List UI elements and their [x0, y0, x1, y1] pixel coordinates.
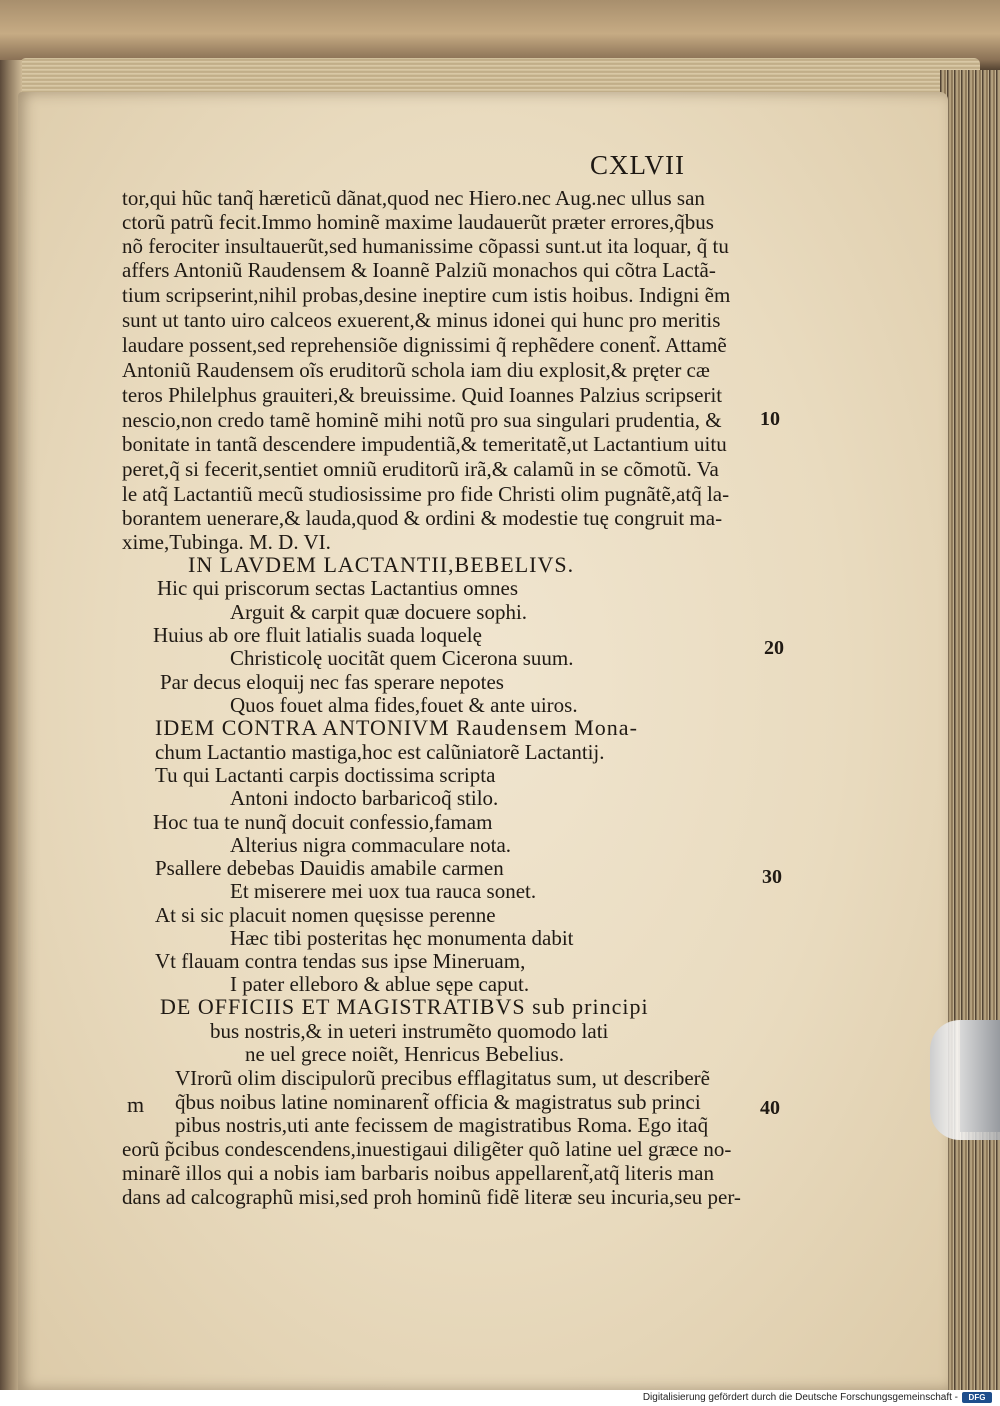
verse-line: Vt flauam contra tendas sus ipse Mineruam, [155, 949, 526, 973]
section-heading: IN LAVDEM LACTANTII,BEBELIVS. [188, 552, 575, 577]
text-line: eorũ p̃cibus condescendens,inuestigaui diligẽter quõ latine uel græce no- [122, 1137, 732, 1161]
verse-line: Quos fouet alma fides,fouet & ante uiros. [230, 693, 578, 717]
folio-number: CXLVII [590, 150, 686, 180]
verse-line: Christicolę uocitãt quem Cicerona suum. [230, 646, 574, 670]
text-line: borantem uenerare,& lauda,quod & ordini & modestie tuę congruit ma- [122, 506, 723, 530]
text-line: xime,Tubinga. M. D. VI. [122, 530, 331, 554]
text-line: teros Philelphus grauiteri,& breuissime. Quid Ioannes Palzius scripserit [122, 383, 723, 407]
page-clip [930, 1020, 1000, 1140]
verse-line: Hæc tibi posteritas hęc monumenta dabit [230, 926, 574, 950]
verse-line: At si sic placuit nomen quęsisse perenne [155, 903, 496, 927]
text-line: le atq̃ Lactantiũ mecũ studiosissime pro fide Christi olim pugnãtẽ,atq̃ la- [122, 482, 730, 506]
text-line: nescio,non credo tamẽ hominẽ mihi notũ pro sua singulari prudentia, & [122, 408, 722, 432]
verse-line: Arguit & carpit quæ docuere sophi. [230, 600, 528, 624]
text-line: tor,qui hũc tanq̃ hæreticũ dãnat,quod nec Hiero.nec Aug.nec ullus san [122, 186, 705, 210]
text-line: ctorũ patrũ fecit.Immo hominẽ maxime laudauerũt præter errores,q̃bus [122, 210, 714, 234]
text-line: ne uel grece noiẽt, Henricus Bebelius. [245, 1042, 564, 1066]
verse-line: Antoni indocto barbaricoq̃ stilo. [230, 786, 499, 810]
verse-line: Par decus eloquĳ nec fas sperare nepotes [160, 670, 504, 694]
verse-line: Tu qui Lactanti carpis doctissima scripta [155, 763, 496, 787]
text-line: q̃bus noibus latine nominarent̃ officia & magistratus sub princi [175, 1090, 701, 1114]
text-line: dans ad calcographũ misi,sed proh hominũ fidẽ literæ seu incuria,seu per- [122, 1185, 741, 1209]
section-heading: DE OFFICIIS ET MAGISTRATIBVS sub principi [160, 994, 649, 1019]
text-line: sunt ut tanto uiro calceos exuerent,& minus idonei qui hunc pro meritis [122, 308, 721, 332]
verse-line: Et miserere mei uox tua rauca sonet. [230, 879, 537, 903]
text-line: bonitate in tantã descendere impudentiã,& temeritatẽ,ut Lactantium uitu [122, 432, 727, 456]
verse-line: Huius ab ore fluit latialis suada loquelę [153, 623, 482, 647]
line-number: 20 [764, 637, 784, 659]
text-line: nõ ferociter insultauerũt,sed humanissime cõpassi sunt.ut ita loquar, q̃ tu [122, 234, 729, 258]
line-number: 30 [762, 866, 782, 888]
text-line: affers Antoniũ Raudensem & Ioannẽ Palziũ monachos qui cõtra Lactã- [122, 258, 716, 282]
text-line: bus nostris,& in ueteri instrumẽto quomodo lati [210, 1019, 609, 1043]
footer-bar [0, 1390, 1000, 1406]
page-stack-right [940, 70, 1000, 1390]
line-number: 10 [760, 408, 780, 430]
verse-line: Psallere debebas Dauidis amabile carmen [155, 856, 504, 880]
text-line: chum Lactantio mastiga,hoc est calũniatorẽ Lactantĳ. [155, 740, 605, 764]
line-number: 40 [760, 1097, 780, 1119]
verse-line: Hoc tua te nunq̃ docuit confessio,famam [153, 810, 493, 834]
section-heading: IDEM CONTRA ANTONIVM Raudensem Mona- [155, 715, 638, 740]
text-line: minarẽ illos qui a nobis iam barbaris noibus appellarent̃,atq̃ literis man [122, 1161, 714, 1185]
text-line: pibus nostris,uti ante fecissem de magistratibus Roma. Ego itaq̃ [175, 1113, 709, 1137]
text-line: Antoniũ Raudensem oĩs eruditorũ schola iam diu explosit,& pręter cæ [122, 358, 710, 382]
text-line: VIrorũ olim discipulorũ precibus efflagitatus sum, ut describerẽ [175, 1066, 710, 1090]
text-line: laudare possent,sed reprehensiõe dignissimi q̃ rephẽdere conent̃. Attamẽ [122, 333, 727, 357]
text-line: peret,q̃ si fecerit,sentiet omniũ eruditorũ irã,& calamũ in se cõmotũ. Va [122, 457, 719, 481]
verse-line: Hic qui priscorum sectas Lactantius omnes [157, 576, 518, 600]
dfg-logo: DFG [962, 1392, 992, 1403]
verse-line: I pater elleboro & ablue sępe caput. [230, 972, 530, 996]
footer-credit: Digitalisierung gefördert durch die Deutsche Forschungsgemeinschaft - [642, 1392, 958, 1403]
signature-mark: m [127, 1092, 145, 1117]
text-line: tium scripserint,nihil probas,desine ineptire cum istis hoibus. Indigni ẽm [122, 283, 731, 307]
verse-line: Alterius nigra commaculare nota. [230, 833, 512, 857]
